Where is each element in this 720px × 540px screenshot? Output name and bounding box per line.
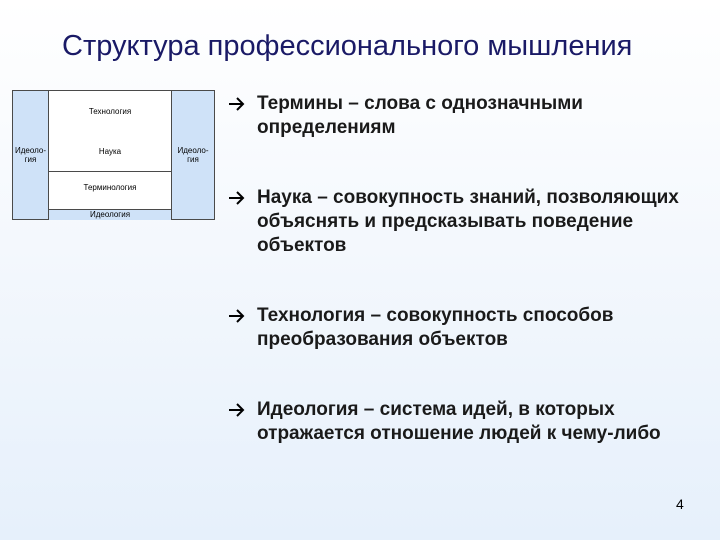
bullet-text: Идеология – система идей, в которых отражается отношение людей к чему-либо bbox=[257, 399, 661, 444]
bullet-list bbox=[228, 92, 708, 446]
diagram-ideology-left-label: Идеоло- гия bbox=[14, 145, 46, 164]
diagram-divider bbox=[49, 171, 171, 172]
arrow-right-icon bbox=[228, 402, 246, 418]
diagram-terminology-label: Терминология bbox=[83, 183, 137, 192]
slide-title: Структура профессионального мышления bbox=[62, 30, 633, 62]
page-number: 4 bbox=[676, 496, 684, 512]
bullet-text: Технология – совокупность способов преобразования объектов bbox=[257, 305, 614, 350]
arrow-right-icon bbox=[228, 190, 246, 206]
bullet-text: Термины – слова с однозначными определениям bbox=[257, 93, 583, 138]
bullet-item bbox=[228, 304, 708, 352]
bullet-text: Наука – совокупность знаний, позволяющих объяснять и предсказывать поведение объектов bbox=[257, 187, 679, 256]
bullet-item bbox=[228, 398, 708, 446]
diagram-ideology-right-label: Идеоло- гия bbox=[177, 145, 209, 164]
bullet-item bbox=[228, 186, 708, 258]
arrow-right-icon bbox=[228, 96, 246, 112]
diagram-science-label: Наука bbox=[98, 147, 122, 156]
diagram-technology-label: Технология bbox=[88, 107, 132, 116]
bullet-item bbox=[228, 92, 708, 140]
structure-diagram bbox=[12, 90, 215, 220]
diagram-ideology-left bbox=[12, 90, 49, 220]
diagram-ideology-bottom: Идеология bbox=[49, 209, 171, 220]
arrow-right-icon bbox=[228, 308, 246, 324]
diagram-ideology-right bbox=[171, 90, 215, 220]
